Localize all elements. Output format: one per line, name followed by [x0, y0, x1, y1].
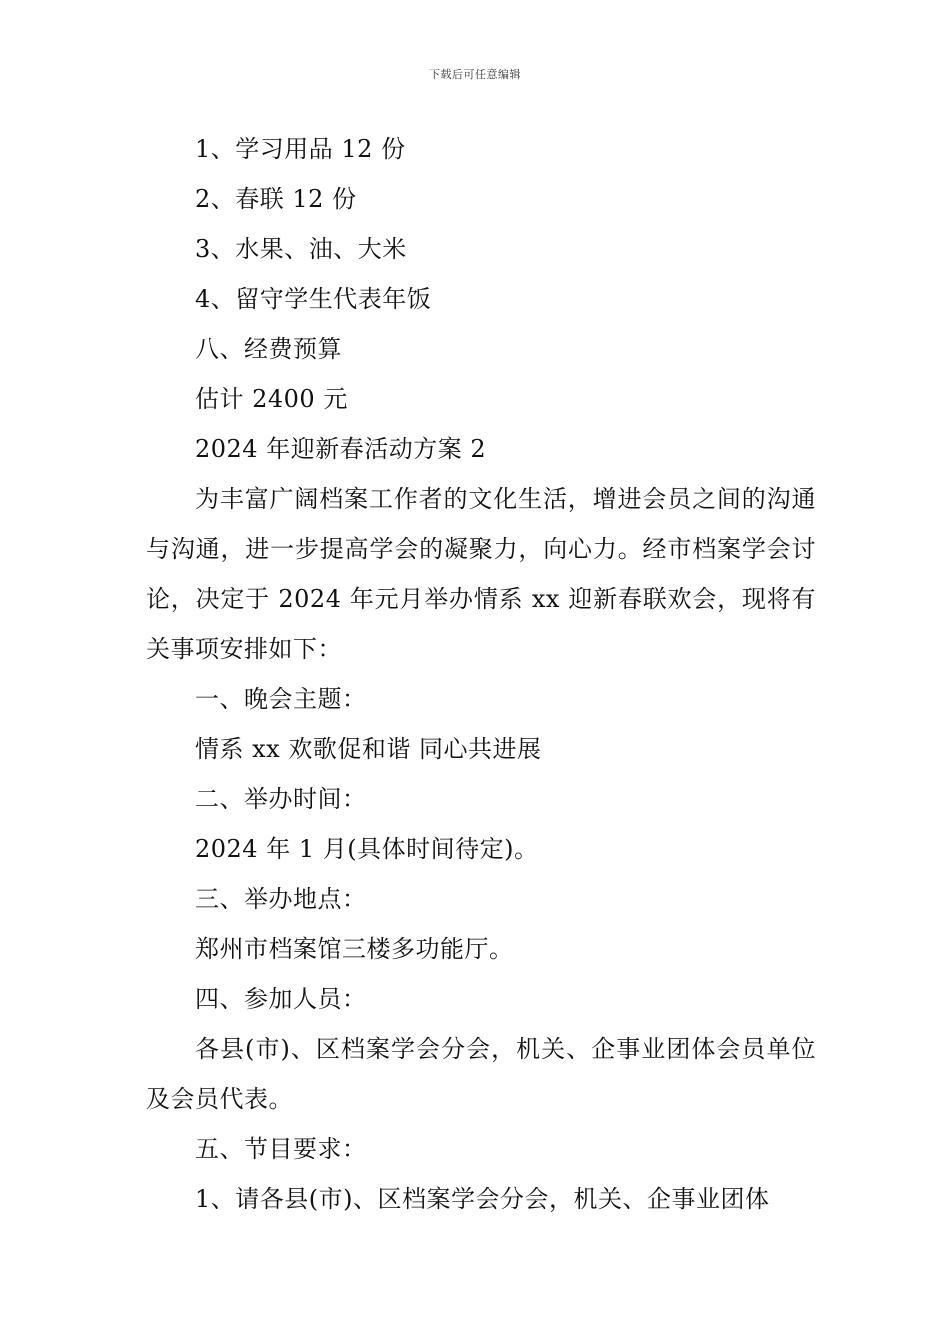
section-heading-venue: 三、举办地点： — [195, 885, 367, 913]
list-item-food: 3、水果、油、大米 — [195, 235, 407, 263]
time-text: 2024 年 1 月(具体时间待定)。 — [195, 835, 539, 863]
section-heading-theme: 一、晚会主题： — [195, 685, 367, 713]
section-heading-budget: 八、经费预算 — [195, 335, 342, 363]
document-body — [146, 124, 816, 1224]
attendees-paragraph: 各县(市)、区档案学会分会，机关、企事业团体会员单位及会员代表。 — [146, 1035, 816, 1113]
section-heading-program: 五、节目要求： — [195, 1135, 367, 1163]
program-requirement-1: 1、请各县(市)、区档案学会分会，机关、企事业团体 — [195, 1185, 770, 1213]
section-heading-attendees: 四、参加人员： — [195, 985, 367, 1013]
list-item-supplies: 1、学习用品 12 份 — [195, 135, 406, 163]
theme-text: 情系 xx 欢歌促和谐 同心共进展 — [195, 735, 542, 763]
header-note: 下载后可任意编辑 — [429, 68, 521, 81]
list-item-couplets: 2、春联 12 份 — [195, 185, 357, 213]
intro-paragraph: 为丰富广阔档案工作者的文化生活，增进会员之间的沟通与沟通，进一步提高学会的凝聚力，向心力。经市档案学会讨论，决定于 2024 年元月举办情系 xx 迎新春联欢会，现将有关事项安排如下： — [146, 485, 816, 663]
document-title: 2024 年迎新春活动方案 2 — [195, 435, 487, 463]
section-heading-time: 二、举办时间： — [195, 785, 367, 813]
list-item-dinner: 4、留守学生代表年饭 — [195, 285, 432, 313]
venue-text: 郑州市档案馆三楼多功能厅。 — [195, 935, 514, 963]
budget-estimate: 估计 2400 元 — [195, 385, 348, 413]
